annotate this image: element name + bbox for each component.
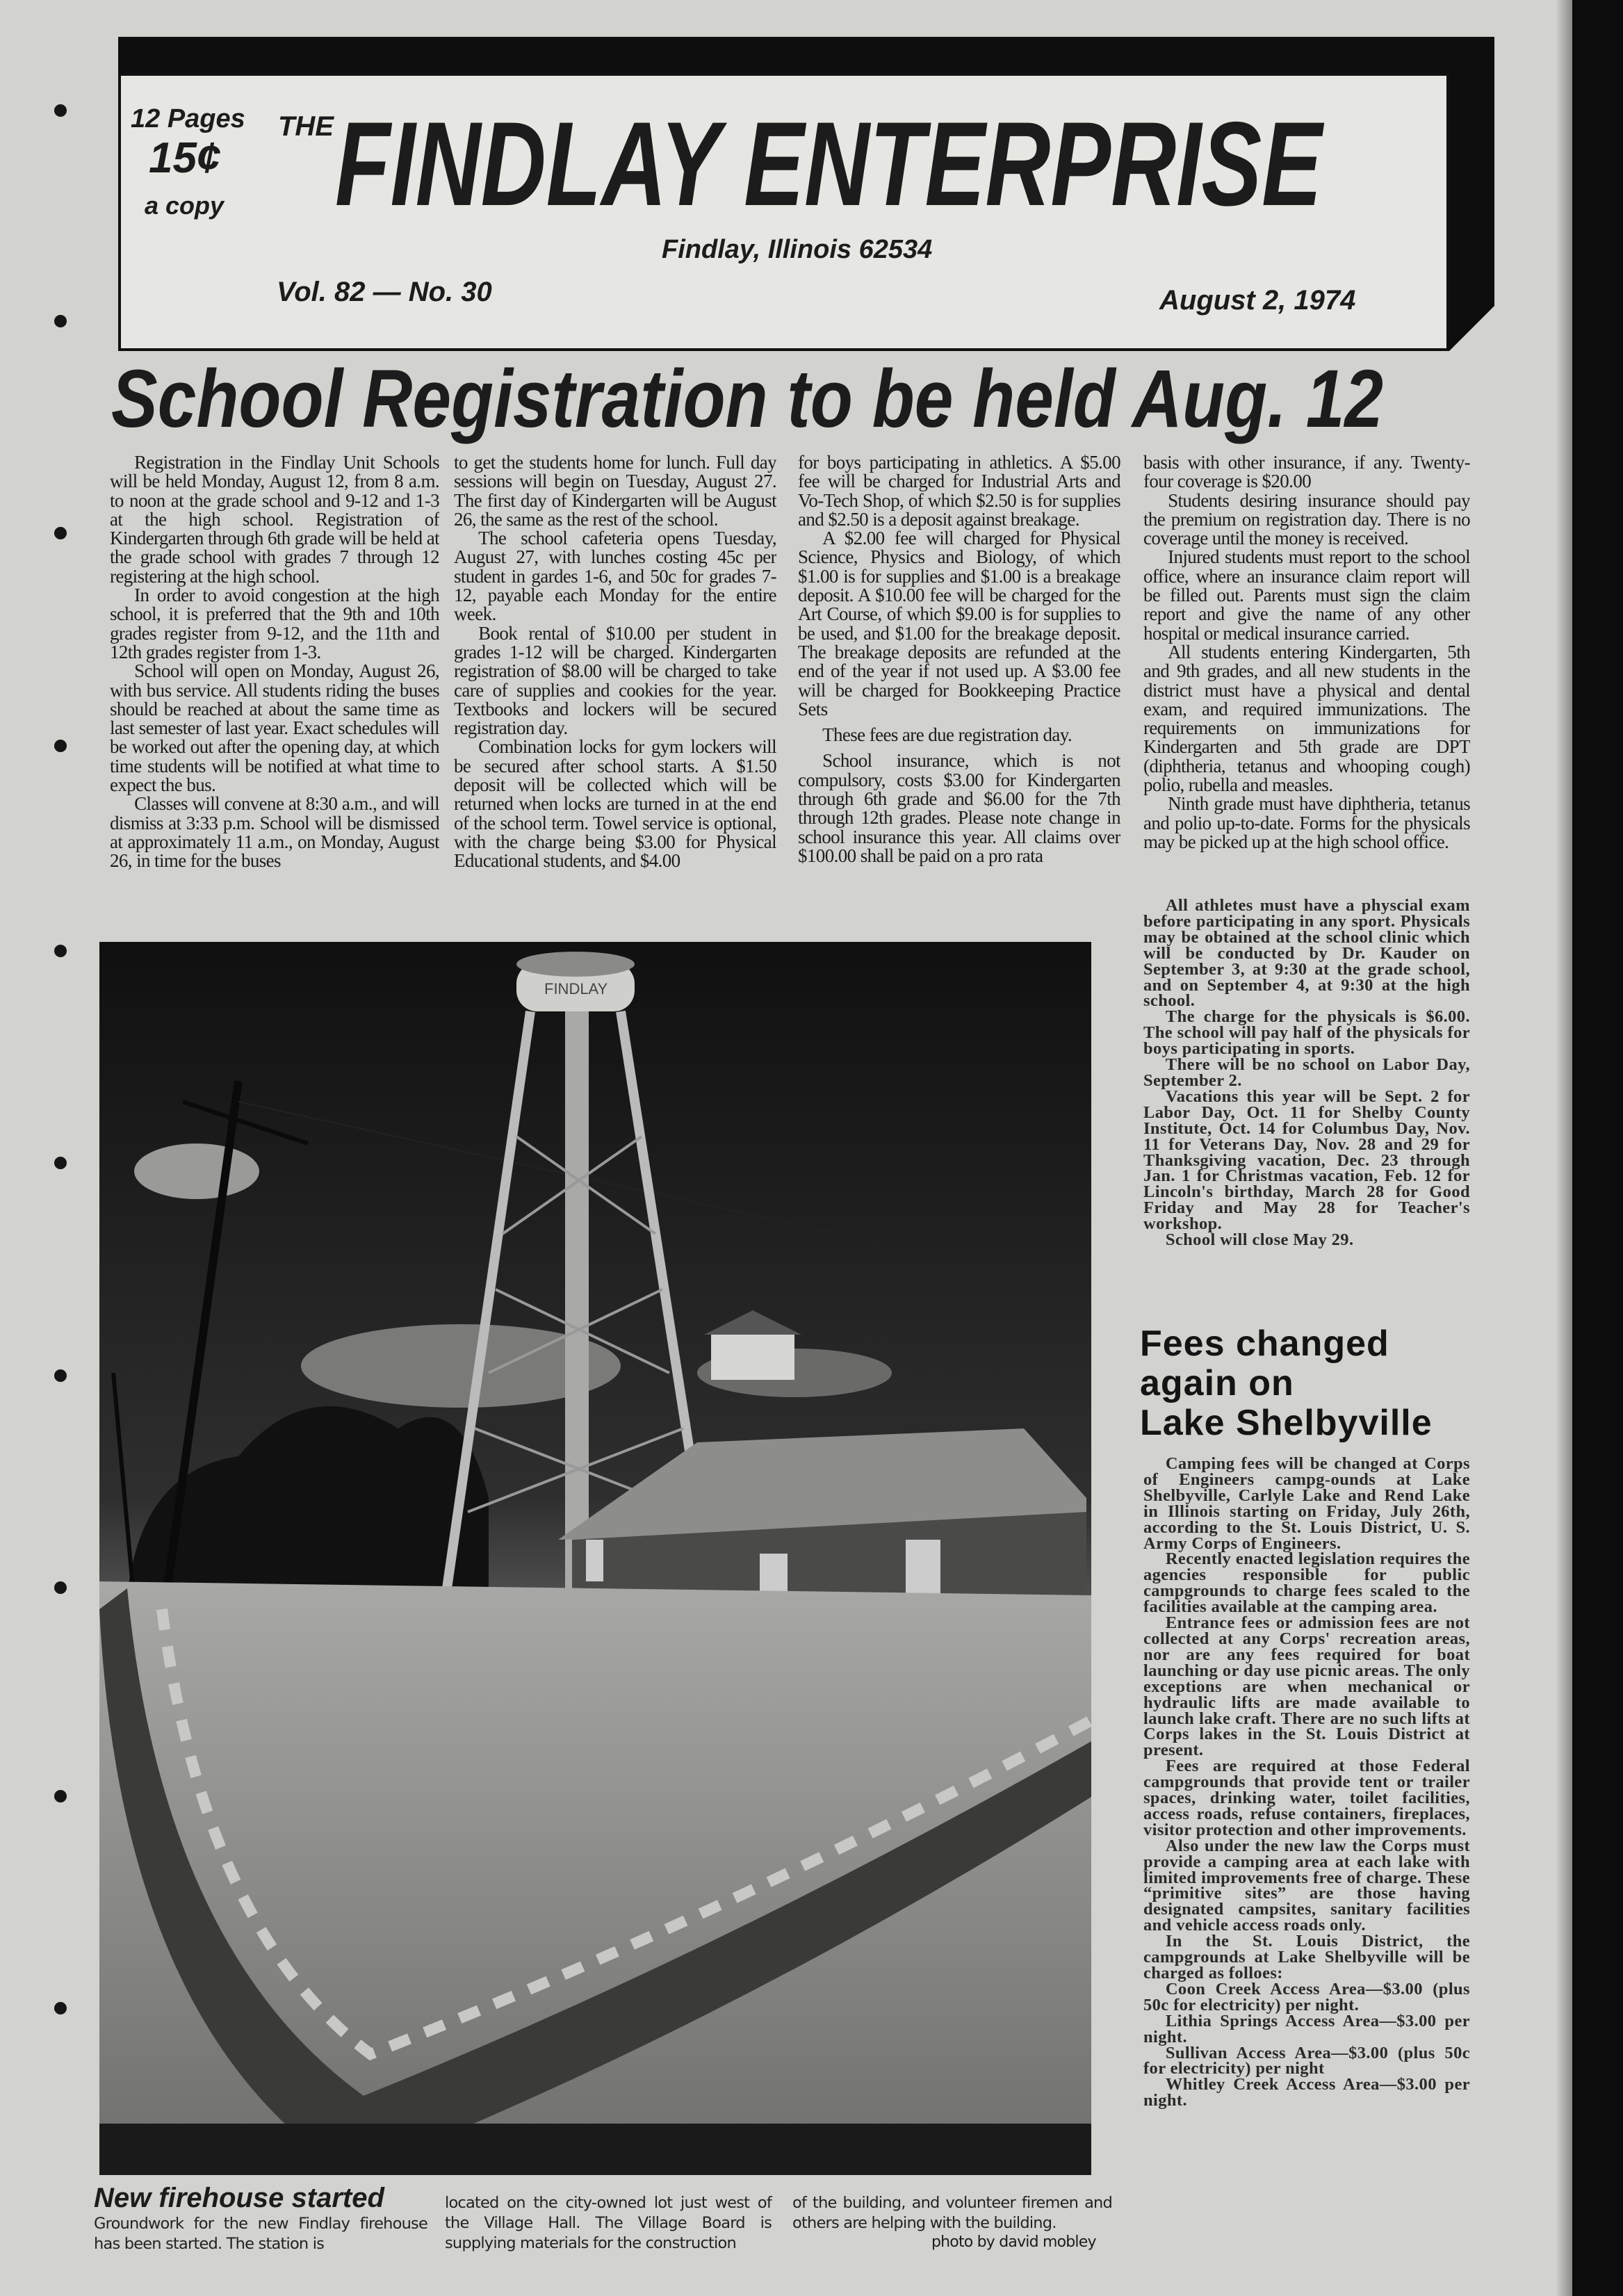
paragraph: Ninth grade must have diphtheria, tetanus and polio up-to-date. Forms for the physicals may be picked up at the high school office. [1143, 793, 1470, 852]
paragraph: Injured students must report to the school office, where an insurance claim report will be filled out. Parents must sign the claim report and give the name of any other hospital or medical insurance carried. [1143, 546, 1470, 644]
paragraph: Classes will convene at 8:30 a.m., and will dismiss at 3:33 p.m. School will be dismissed at approximately 11 a.m., on Monday, August 26, in time for the buses [110, 793, 439, 872]
paragraph: Entrance fees or admission fees are not collected at any Corps' recreation areas, nor are any fees required for boat launching or day use picnic areas. The only exceptions are when mechanical or hydraulic lifts are made available to launch lake craft. There are no such lifts at Corps lakes in the St. Louis District at present. [1143, 1613, 1470, 1760]
binding-hole [54, 945, 67, 957]
page-count: 12 Pages [131, 104, 245, 133]
article-column-2 [454, 453, 776, 915]
headline-line: again on [1140, 1363, 1294, 1403]
paragraph: Recently enacted legislation requires the agencies responsible for public campgrounds to charge fees scaled to the facilities available at the camping area. [1143, 1549, 1470, 1617]
paragraph: Also under the new law the Corps must provide a camping area at each lake with limited improvements free of charge. These “primitive sites” are those having designated campsites, sanitary facilities and vehicle access roads only. [1143, 1836, 1470, 1935]
paragraph: for boys participating in athletics. A $5.00 fee will be charged for Industrial Arts and Vo-Tech Shop, of which $2.50 is for supplies and $2.50 is a deposit against breakage. [798, 453, 1120, 530]
binding-hole [54, 1369, 67, 1382]
paragraph: School will close May 29. [1165, 1230, 1354, 1250]
article-column-3 [798, 453, 1120, 915]
paragraph: All athletes must have a physcial exam before participating in any sport. Physicals may be obtained at the school clinic which will be conducted by Dr. Kauder on September 3, at 9:30 at the grade school, and on September 4, at 9:30 at the high school. [1143, 898, 1470, 1011]
paragraph: School insurance, which is not compulsory, costs $3.00 for Kindergarten through 6th grade and $6.00 for the 7th through 12th grades. Please note change in school insurance this year. All claims over $100.00 shall be paid on a pro rata [798, 750, 1120, 866]
issue-date: August 2, 1974 [1159, 285, 1356, 316]
paragraph: There will be no school on Labor Day, September 2. [1143, 1055, 1470, 1090]
location: Findlay, Illinois 62534 [662, 235, 933, 264]
photo-caption-col2: located on the city-owned lot just west of the Village Hall. The Village Board is supplying materials for the construction [445, 2194, 772, 2252]
paragraph: A $2.00 fee will charged for Physical Science, Physics and Biology, of which $1.00 is for supplies and $1.00 is a breakage deposit. A $10.00 fee will be charged for the Art Course, of which $9.00 is for supplies to be used, and $1.00 for the breakage deposit. The breakage deposits are refunded at the end of the year if not used up. A $3.00 fee will be charged for Bookkeeping Practice Sets [798, 528, 1120, 719]
binding-hole [54, 1581, 67, 1594]
binding-hole [54, 527, 67, 539]
paragraph: Coon Creek Access Area—$3.00 (plus 50c for electricity) per night. [1143, 1979, 1470, 2014]
price: 15¢ [149, 134, 221, 182]
paragraph: All students entering Kindergarten, 5th and 9th grades, and all new students in the district must have a physical and dental exam, and required immunizations. The requirements on immunizations for Kindergarten and 5th grade are DPT (diphtheria, tetanus and whooping cough) polio, rubella and measles. [1143, 641, 1470, 796]
title-article: THE [278, 111, 334, 142]
headline-line: Lake Shelbyville [1140, 1403, 1433, 1443]
paragraph: Lithia Springs Access Area—$3.00 per night. [1143, 2011, 1470, 2046]
main-headline: School Registration to be held Aug. 12 [111, 353, 1383, 445]
paragraph: These fees are due registration day. [822, 724, 1073, 746]
paragraph: Whitley Creek Access Area—$3.00 per night. [1143, 2075, 1470, 2110]
paragraph: In the St. Louis District, the campgrounds at Lake Shelbyville will be charged as folloes: [1143, 1932, 1470, 1982]
headline-line: Fees changed [1140, 1324, 1389, 1364]
photo-credit: photo by david mobley [931, 2233, 1096, 2251]
paragraph: In order to avoid congestion at the high school, it is preferred that the 9th and 10th grades register from 9-12, and the 11th and 12th grades register from 1-3. [110, 585, 439, 662]
lake-article-headline [1140, 1324, 1433, 1443]
paragraph: Book rental of $10.00 per student in grades 1-12 will be charged. Kindergarten registration of $8.00 will be charged to take care of supplies and cookies for the year. Textbooks and lockers will be secured registration day. [454, 622, 776, 739]
article-column-1 [110, 453, 439, 915]
article-column-4 [1143, 453, 1470, 898]
binding-hole [54, 740, 67, 752]
paragraph: The charge for the physicals is $6.00. The school will pay half of the physicals for boys participating in sports. [1143, 1007, 1470, 1059]
firehouse-photo [99, 942, 1091, 2175]
paragraph: Sullivan Access Area—$3.00 (plus 50c for electricity) per night [1143, 2043, 1470, 2078]
paragraph: Vacations this year will be Sept. 2 for Labor Day, Oct. 11 for Shelby County Institute, Oct. 14 for Columbus Day, Nov. 11 for Veterans Day, Nov. 28 and 29 for Thanksgiving vacation, Dec. 23 through Jan. 1 for Christmas vacation, Feb. 12 for Lincoln's birthday, March 28 for Good Friday and May 28 for Teacher's workshop. [1143, 1086, 1470, 1234]
paragraph: Fees are required at those Federal campgrounds that provide tent or trailer spaces, drinking water, toilet facilities, access roads, refuse containers, fireplaces, visitor protection and other improvements. [1143, 1757, 1470, 1839]
binding-hole [54, 1790, 67, 1802]
binding-hole [54, 1157, 67, 1169]
article-column-4-continued [1143, 898, 1470, 1322]
paragraph: Registration in the Findlay Unit Schools will be held Monday, August 12, from 8 a.m. to noon at the grade school and 9-12 and 1-3 at the high school. Registration of Kindergarten through 6th grade will be held at the grade school with grades 7 through 12 registering at the high school. [110, 453, 439, 587]
lake-article-body [1143, 1456, 1470, 2263]
photo-caption-headline: New firehouse started [94, 2183, 384, 2213]
photo-caption-col1: Groundwork for the new Findlay firehouse has been started. The station is [94, 2215, 427, 2253]
volume-number: Vol. 82 — No. 30 [277, 277, 492, 307]
binding-hole [54, 2002, 67, 2014]
paragraph: to get the students home for lunch. Full day sessions will begin on Tuesday, August 27. The first day of Kindergarten will be August 26, the same as the rest of the school. [454, 453, 776, 530]
paragraph: School will open on Monday, August 26, with bus service. All students riding the buses should be reached at about the same time as last semester of last year. Exact schedules will be worked out after the opening day, at which time students will be notified at what time to expect the bus. [110, 660, 439, 796]
price-unit: a copy [145, 191, 225, 220]
tower-lettering: FINDLAY [544, 980, 608, 998]
paragraph: Students desiring insurance should pay the premium on registration day. There is no coverage until the money is received. [1143, 489, 1470, 549]
paragraph: Camping fees will be changed at Corps of Engineers campg-ounds at Lake Shelbyville, Carlyle Lake and Rend Lake in Illinois starting on Friday, July 26th, according to the St. Louis District, U. S. Army Corps of Engineers. [1143, 1456, 1470, 1553]
paragraph: The school cafeteria opens Tuesday, August 27, with lunches costing 45c per student in gardes 1-6, and 50c for grades 7-12, payable each Monday for the entire week. [454, 528, 776, 625]
paragraph: basis with other insurance, if any. Twenty-four coverage is $20.00 [1143, 453, 1470, 492]
photo-caption-col3: of the building, and volunteer firemen and others are helping with the building. [792, 2194, 1112, 2232]
newspaper-title: FINDLAY ENTERPRISE [335, 97, 1322, 231]
paragraph: Combination locks for gym lockers will be secured after school starts. A $1.50 deposit will be collected which will be returned when locks are turned in at the end of the school term. Towel service is optional, with the charge being $3.00 for Physical Educational students, and $4.00 [454, 736, 776, 872]
